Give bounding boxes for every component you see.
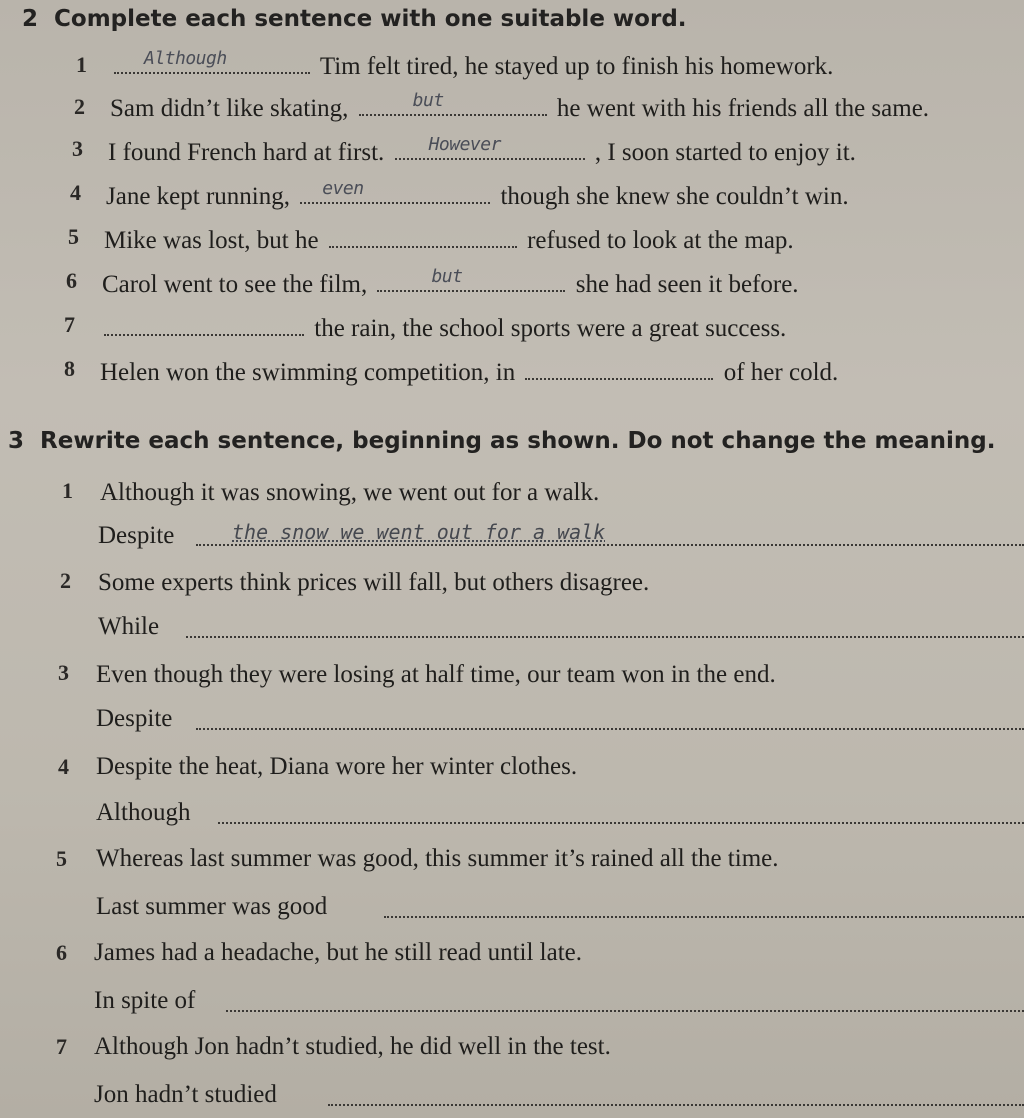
- item-text-after: , I soon started to enjoy it.: [594, 139, 856, 166]
- sentence-start: Despite: [98, 522, 175, 549]
- answer-line[interactable]: [196, 522, 1024, 546]
- handwritten-answer: However: [428, 134, 501, 155]
- answer-blank[interactable]: [377, 266, 565, 292]
- item-number: 2: [60, 568, 71, 593]
- section-2-title: Complete each sentence with one suitable word.: [54, 6, 687, 32]
- original-sentence: James had a headache, but he still read until late.: [94, 939, 583, 966]
- item-text-before: Carol went to see the film,: [102, 271, 368, 298]
- item-number: 5: [68, 224, 79, 249]
- list-item: [110, 90, 930, 124]
- handwritten-answer: the snow we went out for a walk: [232, 520, 606, 544]
- section-3-title: Rewrite each sentence, beginning as shown. Do not change the meaning.: [40, 428, 996, 454]
- handwritten-answer: even: [322, 178, 364, 199]
- section-3-heading: [8, 428, 995, 454]
- item-text-before: Mike was lost, but he: [104, 227, 319, 254]
- sentence-start: Last summer was good: [96, 893, 328, 920]
- handwritten-answer: but: [431, 266, 463, 287]
- answer-line[interactable]: [384, 894, 1024, 918]
- list-item: [102, 266, 799, 300]
- original-sentence: Some experts think prices will fall, but others disagree.: [98, 569, 650, 596]
- item-number: 1: [62, 478, 73, 503]
- item-text-after: she had seen it before.: [575, 271, 799, 298]
- original-sentence: Although it was snowing, we went out for a walk.: [100, 479, 600, 506]
- answer-line[interactable]: [218, 800, 1024, 824]
- answer-blank[interactable]: [300, 178, 490, 204]
- item-number: 6: [66, 268, 77, 293]
- item-number: 3: [72, 136, 83, 161]
- item-text-before: Helen won the swimming competition, in: [100, 359, 516, 386]
- answer-blank[interactable]: [359, 90, 547, 116]
- answer-line[interactable]: [186, 614, 1024, 638]
- original-sentence: Despite the heat, Diana wore her winter clothes.: [96, 753, 578, 780]
- answer-line[interactable]: [226, 988, 1024, 1012]
- handwritten-answer: Although: [144, 48, 227, 69]
- sentence-start: Jon hadn’t studied: [94, 1081, 277, 1108]
- answer-blank[interactable]: [104, 314, 304, 336]
- section-2-number: 2: [22, 6, 39, 32]
- answer-blank[interactable]: [114, 48, 310, 74]
- item-number: 5: [56, 846, 67, 871]
- item-text-after: the rain, the school sports were a great success.: [314, 315, 787, 342]
- item-text-before: Sam didn’t like skating,: [110, 95, 349, 122]
- item-text-after: refused to look at the map.: [527, 227, 794, 254]
- sentence-start: Despite: [96, 705, 173, 732]
- item-text-before: Jane kept running,: [106, 183, 290, 210]
- item-number: 8: [64, 356, 75, 381]
- list-item: [100, 358, 838, 388]
- item-number: 6: [56, 940, 67, 965]
- item-text-after: he went with his friends all the same.: [556, 95, 930, 122]
- list-item: [100, 314, 786, 344]
- item-text-after: though she knew she couldn’t win.: [500, 183, 849, 210]
- list-item: [108, 134, 856, 168]
- original-sentence: Although Jon hadn’t studied, he did well in the test.: [94, 1033, 611, 1060]
- sentence-start: Although: [96, 799, 191, 826]
- answer-line[interactable]: [196, 706, 1024, 730]
- item-number: 4: [58, 754, 69, 779]
- item-number: 1: [76, 52, 87, 77]
- item-text-after: of her cold.: [723, 359, 839, 386]
- item-number: 7: [64, 312, 75, 337]
- answer-blank[interactable]: [329, 226, 517, 248]
- handwritten-answer: but: [412, 90, 444, 111]
- sentence-start: While: [98, 613, 160, 640]
- item-text-after: Tim felt tired, he stayed up to finish his homework.: [319, 53, 834, 80]
- original-sentence: Even though they were losing at half time, our team won in the end.: [96, 661, 776, 688]
- list-item: [104, 226, 794, 256]
- item-number: 3: [58, 660, 69, 685]
- item-text-before: I found French hard at first.: [108, 139, 385, 166]
- item-number: 4: [70, 180, 81, 205]
- list-item: [106, 178, 849, 212]
- answer-line[interactable]: [328, 1082, 1024, 1106]
- item-number: 7: [56, 1034, 67, 1059]
- answer-blank[interactable]: [395, 134, 585, 160]
- section-2-heading: [22, 6, 687, 32]
- section-3-number: 3: [8, 428, 25, 454]
- sentence-start: In spite of: [94, 987, 196, 1014]
- answer-blank[interactable]: [525, 358, 713, 380]
- list-item: [110, 48, 834, 82]
- item-number: 2: [74, 94, 85, 119]
- original-sentence: Whereas last summer was good, this summer it’s rained all the time.: [96, 845, 779, 872]
